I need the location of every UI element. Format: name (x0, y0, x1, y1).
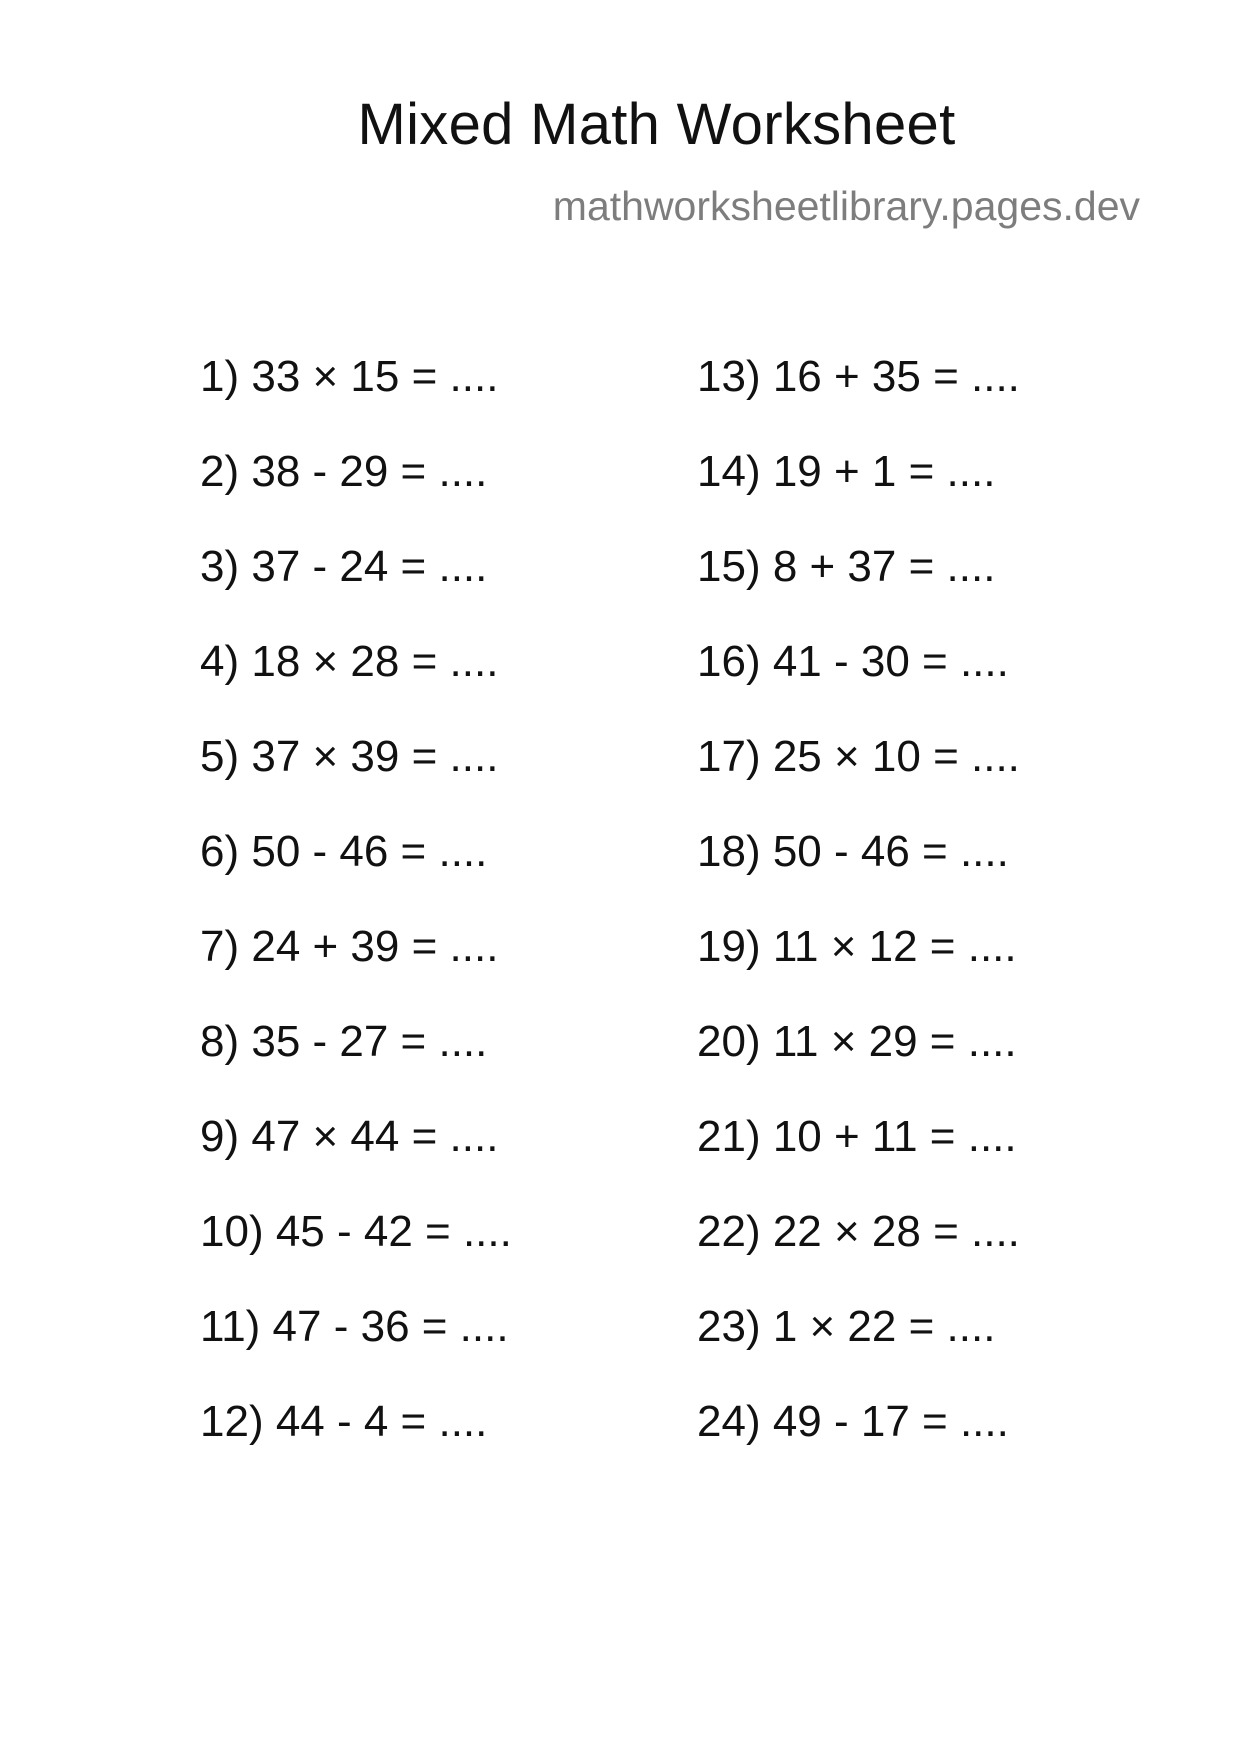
problem-item: 1) 33 × 15 = .... (200, 352, 499, 401)
left-problem-column (200, 352, 650, 1495)
problem-item: 19) 11 × 12 = .... (697, 922, 1017, 971)
problem-item: 20) 11 × 29 = .... (697, 1017, 1017, 1066)
problem-item: 16) 41 - 30 = .... (697, 637, 1009, 686)
problem-item: 8) 35 - 27 = .... (200, 1017, 488, 1066)
problem-item: 17) 25 × 10 = .... (697, 732, 1020, 781)
problem-item: 5) 37 × 39 = .... (200, 732, 499, 781)
problem-item: 2) 38 - 29 = .... (200, 447, 488, 496)
page-title: Mixed Math Worksheet (357, 92, 956, 157)
right-problem-column (697, 352, 1147, 1495)
problem-item: 7) 24 + 39 = .... (200, 922, 499, 971)
problem-item: 23) 1 × 22 = .... (697, 1302, 996, 1351)
problem-item: 4) 18 × 28 = .... (200, 637, 499, 686)
problem-item: 6) 50 - 46 = .... (200, 827, 488, 876)
problem-item: 12) 44 - 4 = .... (200, 1397, 488, 1446)
problem-item: 24) 49 - 17 = .... (697, 1397, 1009, 1446)
problem-item: 11) 47 - 36 = .... (200, 1302, 509, 1351)
website-url: mathworksheetlibrary.pages.dev (552, 183, 1140, 229)
problem-item: 9) 47 × 44 = .... (200, 1112, 499, 1161)
problem-item: 21) 10 + 11 = .... (697, 1112, 1017, 1161)
problem-item: 18) 50 - 46 = .... (697, 827, 1009, 876)
problem-item: 22) 22 × 28 = .... (697, 1207, 1020, 1256)
problem-item: 13) 16 + 35 = .... (697, 352, 1020, 401)
problem-item: 3) 37 - 24 = .... (200, 542, 488, 591)
problem-item: 15) 8 + 37 = .... (697, 542, 996, 591)
problem-item: 10) 45 - 42 = .... (200, 1207, 512, 1256)
problem-item: 14) 19 + 1 = .... (697, 447, 996, 496)
